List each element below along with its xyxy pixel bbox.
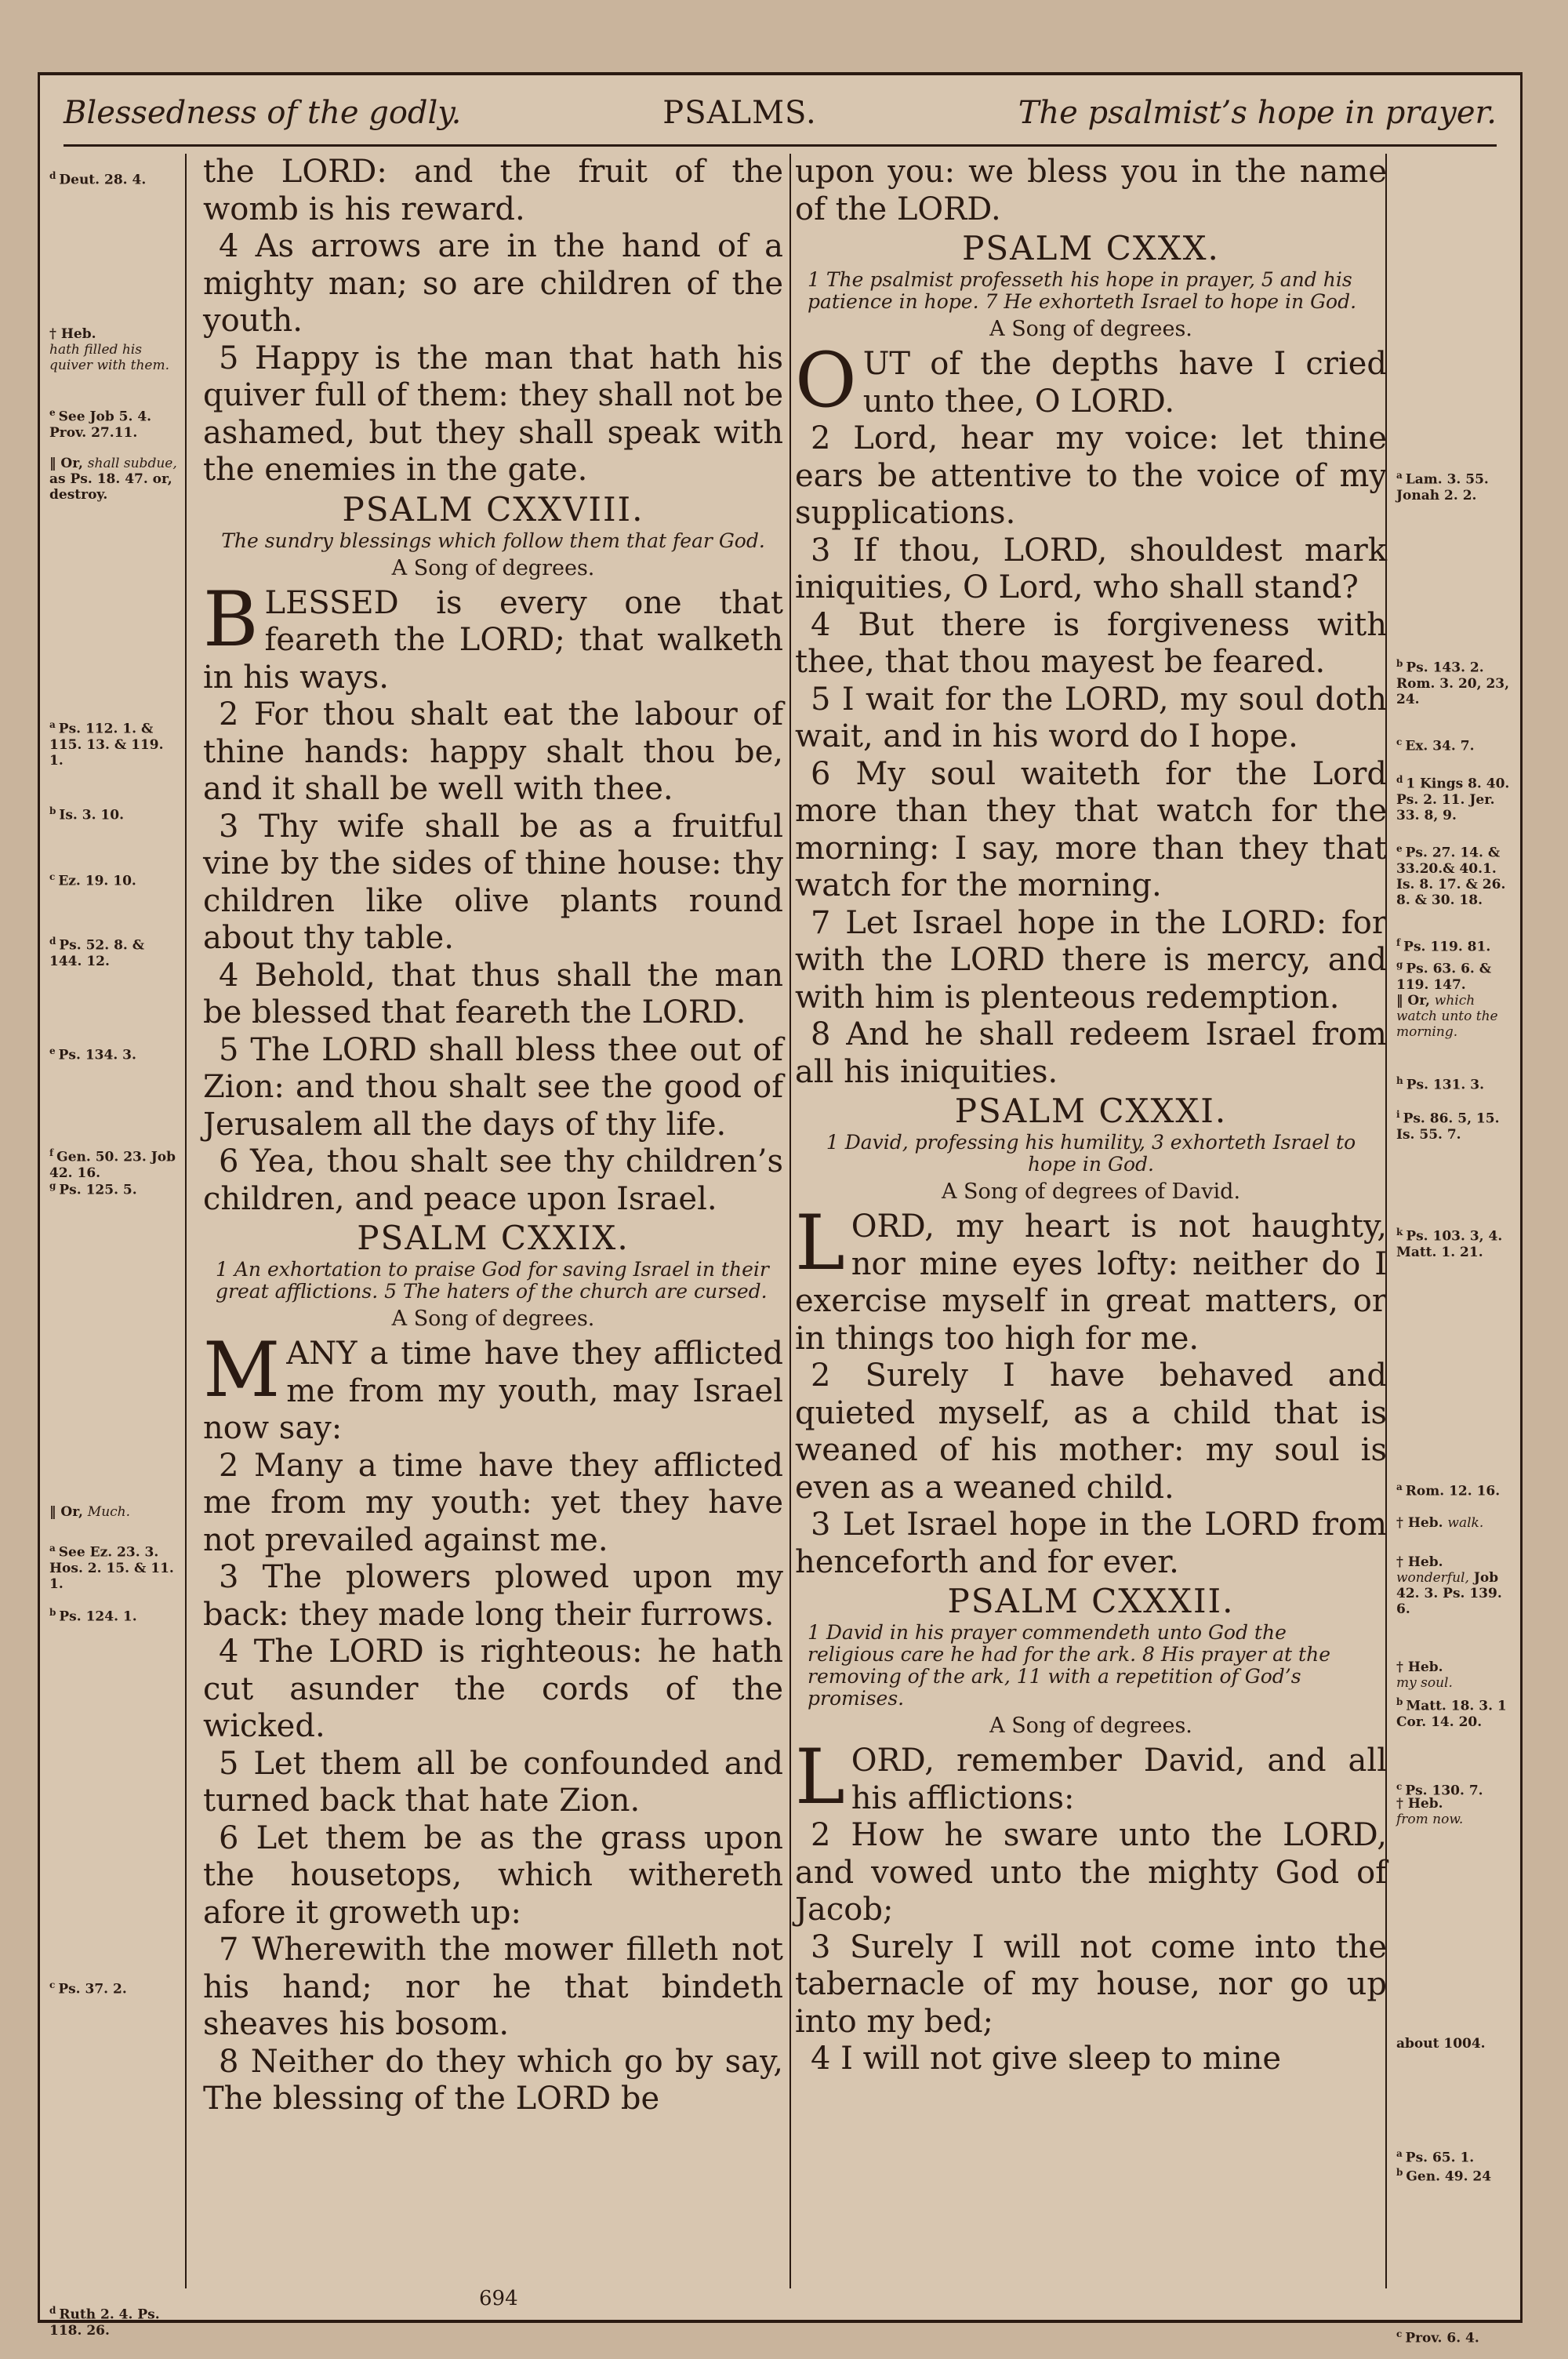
verse: 3 If thou, LORD, shouldest mark iniquities, O Lord, who shall stand? bbox=[795, 532, 1387, 605]
verse: OUT of the depths have I cried unto thee, O LORD. bbox=[795, 336, 1387, 424]
verse: 2 For thou shalt eat the labour of thine hands: happy shalt thou be, and it shall be well with thee. bbox=[203, 696, 783, 807]
margin-note: $^b$ Matt. 18. 3. 1 Cor. 14. 20. bbox=[1396, 1696, 1507, 1730]
header-book-title: PSALMS. bbox=[662, 95, 817, 131]
psalm-superscription: A Song of degrees of David. bbox=[941, 1180, 1241, 1204]
margin-note: $^c$ Ex. 34. 7. bbox=[1396, 736, 1475, 754]
drop-cap: L bbox=[795, 1199, 845, 1287]
verse: 2 Surely I have behaved and quieted myself, as a child that is weaned of his mother: my soul is even as a weaned child. bbox=[795, 1358, 1387, 1506]
margin-note: † Heb. hath filled his quiver with them. bbox=[49, 326, 169, 373]
margin-note: $^a$ Rom. 12. 16. bbox=[1396, 1481, 1501, 1499]
left-margin-notes bbox=[40, 154, 187, 2339]
margin-note: $^d$ 1 Kings 8. 40. Ps. 2. 11. Jer. 33. 8, 9. bbox=[1396, 774, 1510, 823]
psalm-title: PSALM CXXIX. bbox=[357, 1219, 630, 1257]
margin-note: $^a$ See Ez. 23. 3. Hos. 2. 15. & 11. 1. bbox=[49, 1543, 174, 1592]
margin-note: $^c$ Ps. 37. 2. bbox=[49, 1979, 127, 1997]
psalm-superscription: A Song of degrees. bbox=[391, 555, 595, 580]
header-left: Blessedness of the godly. bbox=[64, 95, 462, 131]
verse: 7 Wherewith the mower filleth not his hand; nor he that bindeth sheaves his bosom. bbox=[203, 1932, 783, 2042]
verse: 6 Yea, thou shalt see thy children’s children, and peace upon Israel. bbox=[203, 1143, 783, 1217]
right-text-column bbox=[789, 154, 1393, 2288]
margin-note: $^g$ Ps. 63. 6. & 119. 147. bbox=[1396, 959, 1492, 993]
verse: 3 Thy wife shall be as a fruitful vine by the sides of thine house: thy children like olive plants round about thy table. bbox=[203, 808, 783, 956]
margin-note: ‖ Or, Much. bbox=[49, 1504, 131, 1520]
margin-note: $^b$ Is. 3. 10. bbox=[49, 805, 124, 823]
margin-note: ‖ Or, which watch unto the morning. bbox=[1396, 993, 1498, 1040]
margin-note: $^c$ Prov. 6. 4. bbox=[1396, 2328, 1479, 2346]
psalm-title: PSALM CXXVIII. bbox=[342, 489, 644, 529]
psalm-synopsis: 1 David, professing his humility, 3 exhorteth Israel to hope in God. bbox=[826, 1131, 1356, 1176]
verse: 4 But there is forgiveness with thee, that thou mayest be feared. bbox=[795, 606, 1387, 680]
right-margin-notes bbox=[1385, 154, 1520, 2346]
psalm-synopsis: 1 An exhortation to praise God for saving Israel in their great afflictions. 5 The haters of the church are cursed. bbox=[216, 1258, 769, 1303]
verse: 5 Happy is the man that hath his quiver full of them: they shall not be ashamed, but they shall speak with the enemies in the gate. bbox=[203, 340, 783, 488]
psalm-synopsis: The sundry blessings which follow them that fear God. bbox=[221, 529, 765, 552]
verse: 2 Many a time have they afflicted me from my youth: yet they have not prevailed against me. bbox=[203, 1447, 783, 1558]
margin-note: $^b$ Gen. 49. 24 bbox=[1396, 2167, 1492, 2185]
margin-note: $^c$ Ps. 130. 7. bbox=[1396, 1781, 1483, 1799]
psalm-title: PSALM CXXX. bbox=[962, 229, 1220, 267]
margin-note: $^f$ Gen. 50. 23. Job 42. 16. bbox=[49, 1147, 176, 1181]
verse: 4 As arrows are in the hand of a mighty man; so are children of the youth. bbox=[203, 228, 783, 339]
verse: LORD, remember David, and all his afflictions: bbox=[795, 1733, 1387, 1821]
left-text-column bbox=[197, 154, 791, 2288]
header-right: The psalmist’s hope in prayer. bbox=[1018, 95, 1497, 131]
verse: LORD, my heart is not haughty, nor mine eyes lofty: neither do I exercise myself in great matters, or in things too high for me. bbox=[795, 1199, 1387, 1357]
verse: 8 Neither do they which go by say, The blessing of the LORD be bbox=[203, 2043, 783, 2117]
psalm-title: PSALM CXXXII. bbox=[947, 1582, 1235, 1620]
margin-note: $^b$ Ps. 124. 1. bbox=[49, 1607, 137, 1625]
margin-note: † Heb. wonderful, Job 42. 3. Ps. 139. 6. bbox=[1396, 1554, 1502, 1617]
verse: 4 Behold, that thus shall the man be blessed that feareth the LORD. bbox=[203, 957, 783, 1030]
margin-note: $^e$ Ps. 27. 14. & 33.20.& 40.1. Is. 8. 17. & 26. 8. & 30. 18. bbox=[1396, 843, 1506, 908]
psalm-title: PSALM CXXXI. bbox=[954, 1092, 1228, 1130]
margin-note: $^a$ Ps. 65. 1. bbox=[1396, 2148, 1475, 2166]
drop-cap: L bbox=[795, 1733, 845, 1821]
margin-note: † Heb. from now. bbox=[1396, 1796, 1464, 1827]
verse: 5 Let them all be confounded and turned back that hate Zion. bbox=[203, 1745, 783, 1819]
verse: MANY a time have they afflicted me from my youth, may Israel now say: bbox=[203, 1326, 783, 1446]
margin-note: $^e$ Ps. 134. 3. bbox=[49, 1045, 136, 1063]
verse: the LORD: and the fruit of the womb is his reward. bbox=[203, 154, 783, 227]
margin-note: $^i$ Ps. 86. 5, 15. Is. 55. 7. bbox=[1396, 1109, 1500, 1143]
psalm-synopsis: 1 The psalmist professeth his hope in prayer, 5 and his patience in hope. 7 He exhorteth Israel to hope in God. bbox=[808, 268, 1357, 313]
margin-note: $^c$ Ez. 19. 10. bbox=[49, 871, 136, 889]
bible-page bbox=[38, 72, 1523, 2346]
drop-cap: M bbox=[203, 1326, 281, 1414]
psalm-synopsis: 1 David in his prayer commendeth unto God the religious care he had for the ark. 8 His prayer at the removing of the ark, 11 with a repetition of God’s promises. bbox=[808, 1621, 1330, 1710]
margin-note: $^b$ Ps. 143. 2. Rom. 3. 20, 23, 24. bbox=[1396, 658, 1510, 707]
margin-note: $^e$ See Job 5. 4. Prov. 27.11. bbox=[49, 407, 152, 441]
margin-note: $^a$ Lam. 3. 55. Jonah 2. 2. bbox=[1396, 470, 1489, 503]
margin-note: $^d$ Deut. 28. 4. bbox=[49, 170, 147, 188]
verse: 6 My soul waiteth for the Lord more than they that watch for the morning: I say, more than they that watch for the morning. bbox=[795, 755, 1387, 903]
verse: 2 Lord, hear my voice: let thine ears be attentive to the voice of my supplications. bbox=[795, 420, 1387, 531]
margin-note: † Heb. walk. bbox=[1396, 1515, 1484, 1531]
header-rule bbox=[64, 144, 1497, 147]
verse: 4 The LORD is righteous: he hath cut asunder the cords of the wicked. bbox=[203, 1634, 783, 1744]
verse: 3 Surely I will not come into the tabernacle of my house, nor go up into my bed; bbox=[795, 1928, 1387, 2040]
margin-note: $^d$ Ruth 2. 4. Ps. 118. 26. bbox=[49, 2305, 160, 2339]
running-head bbox=[64, 89, 1497, 136]
verse: 5 The LORD shall bless thee out of Zion: and thou shalt see the good of Jerusalem all the days of thy life. bbox=[203, 1031, 783, 1143]
psalm-superscription: A Song of degrees. bbox=[391, 1307, 595, 1331]
margin-note: $^g$ Ps. 125. 5. bbox=[49, 1180, 137, 1198]
verse: BLESSED is every one that feareth the LORD; that walketh in his ways. bbox=[203, 575, 783, 696]
verse: 2 How he sware unto the LORD, and vowed unto the mighty God of Jacob; bbox=[795, 1817, 1387, 1928]
verse: 5 I wait for the LORD, my soul doth wait, and in his word do I hope. bbox=[795, 681, 1387, 754]
psalm-superscription: A Song of degrees. bbox=[989, 1714, 1192, 1738]
margin-note: $^f$ Ps. 119. 81. bbox=[1396, 937, 1491, 955]
margin-note: $^k$ Ps. 103. 3, 4. Matt. 1. 21. bbox=[1396, 1227, 1503, 1260]
verse: 6 Let them be as the grass upon the housetops, which withereth afore it groweth up: bbox=[203, 1819, 783, 1931]
verse: 3 Let Israel hope in the LORD from henceforth and for ever. bbox=[795, 1507, 1387, 1580]
margin-note: ‖ Or, shall subdue, as Ps. 18. 47. or, destroy. bbox=[49, 456, 177, 503]
verse: 4 I will not give sleep to mine bbox=[811, 2041, 1282, 2077]
verse: upon you: we bless you in the name of the LORD. bbox=[795, 154, 1387, 227]
verse: 7 Let Israel hope in the LORD: for with the LORD there is mercy, and with him is plenteous redemption. bbox=[795, 904, 1387, 1016]
margin-note: $^h$ Ps. 131. 3. bbox=[1396, 1075, 1484, 1093]
margin-note: † Heb. my soul. bbox=[1396, 1659, 1453, 1691]
psalm-superscription: A Song of degrees. bbox=[989, 317, 1192, 341]
margin-note: $^d$ Ps. 52. 8. & 144. 12. bbox=[49, 936, 145, 969]
margin-note: about 1004. bbox=[1396, 2036, 1486, 2052]
drop-cap: B bbox=[203, 575, 259, 663]
verse: 3 The plowers plowed upon my back: they made long their furrows. bbox=[203, 1559, 783, 1633]
drop-cap: O bbox=[795, 336, 857, 424]
page-number: 694 bbox=[479, 2287, 518, 2310]
margin-note: $^a$ Ps. 112. 1. & 115. 13. & 119. 1. bbox=[49, 719, 164, 769]
verse: 8 And he shall redeem Israel from all his iniquities. bbox=[795, 1016, 1387, 1090]
